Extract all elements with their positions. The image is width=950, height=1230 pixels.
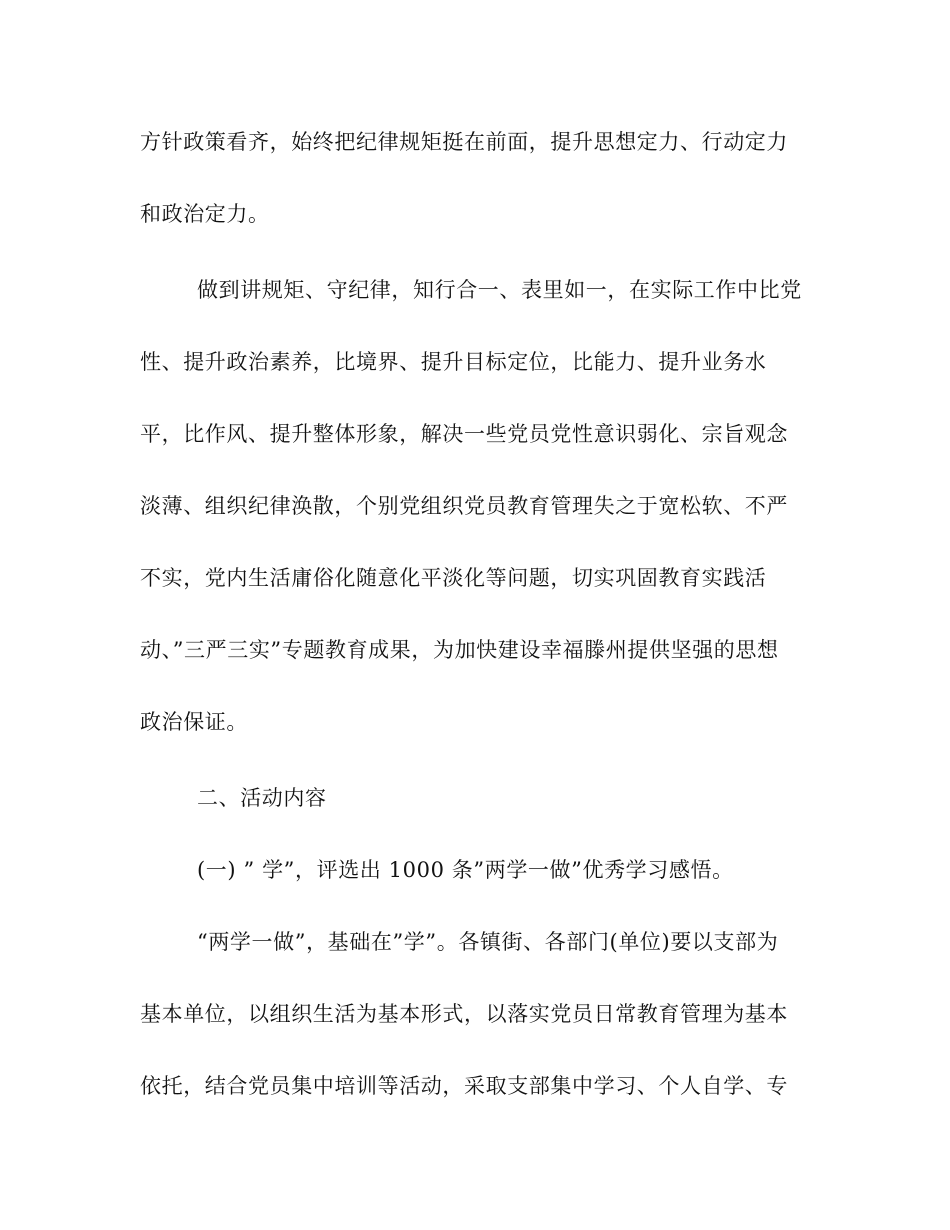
text-line: 基本单位，以组织生活为基本形式，以落实党员日常教育管理为基本: [140, 1002, 788, 1026]
text-line: 不实，党内生活庸俗化随意化平淡化等问题，切实巩固教育实践活: [140, 566, 767, 590]
text-line: 政治保证。: [140, 710, 248, 734]
text-line: 平，比作风、提升整体形象，解决一些党员党性意识弱化、宗旨观念: [140, 422, 788, 446]
subsection-heading: (一) ” 学”，评选出 1000 条”两学一做”优秀学习感悟。: [197, 858, 734, 882]
text-line: 性、提升政治素养，比境界、提升目标定位，比能力、提升业务水: [140, 350, 767, 374]
section-heading: 二、活动内容: [197, 786, 327, 810]
text-line: 动、”三严三实”专题教育成果，为加快建设幸福滕州提供坚强的思想: [140, 638, 779, 662]
text-line: 淡薄、组织纪律涣散，个别党组织党员教育管理失之于宽松软、不严: [140, 494, 788, 518]
text-line: 方针政策看齐，始终把纪律规矩挺在前面，提升思想定力、行动定力: [140, 130, 788, 154]
text-line: 和政治定力。: [140, 202, 270, 226]
text-line: 依托，结合党员集中培训等活动，采取支部集中学习、个人自学、专: [140, 1074, 788, 1098]
paragraph-start-line: “两学一做”，基础在”学”。各镇街、各部门(单位)要以支部为: [197, 930, 779, 954]
paragraph-start-line: 做到讲规矩、守纪律，知行合一、表里如一，在实际工作中比党: [197, 278, 802, 302]
